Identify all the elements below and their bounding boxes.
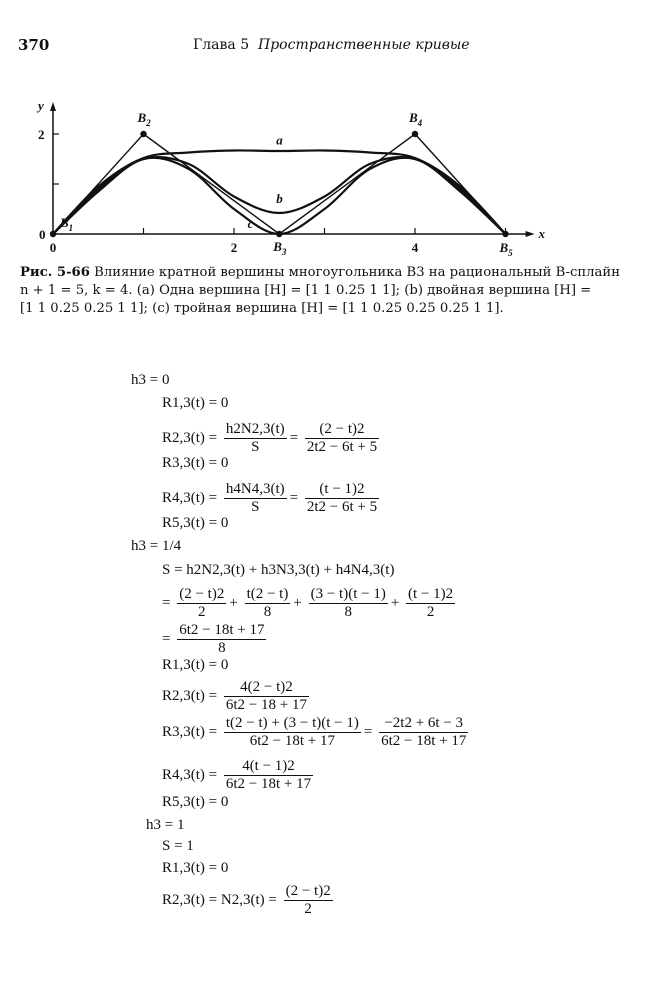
eq-r23-b — [162, 679, 312, 714]
numerator: t(2 − t) — [246, 586, 289, 602]
eq-r43-b — [162, 758, 316, 793]
eq-lhs: R2,3(t) = — [162, 687, 218, 704]
eq-r13-c: R1,3(t) = 0 — [162, 860, 229, 876]
y-axis-arrow — [50, 102, 56, 111]
numerator: (2 − t)2 — [285, 883, 331, 899]
chapter-number: Глава 5 — [193, 37, 250, 53]
x-axis-arrow — [526, 231, 535, 237]
vertex-label-2: $B_2$ — [137, 110, 151, 128]
eq-h3-quarter: h3 = 1/4 — [131, 538, 182, 554]
eq-lhs: R3,3(t) = — [162, 723, 218, 740]
denominator: 6t2 − 18t + 17 — [249, 733, 335, 749]
fraction — [177, 622, 266, 657]
denominator: 2 — [198, 604, 206, 620]
numerator: (t − 1)2 — [305, 481, 379, 499]
x-axis-label: x — [538, 226, 546, 241]
numerator: 6t2 − 18t + 17 — [179, 622, 265, 638]
curve-label-a: a — [276, 132, 283, 148]
numerator: (t − 1)2 — [408, 586, 454, 602]
numerator: 4(2 − t)2 — [224, 679, 309, 697]
denominator: 6t2 − 18t + 17 — [225, 776, 312, 792]
denominator: 6t2 − 18 + 17 — [225, 697, 307, 713]
numerator: (3 − t)(t − 1) — [310, 586, 386, 602]
fraction — [224, 421, 287, 456]
denominator: 8 — [218, 640, 226, 656]
eq-h3-one: h3 = 1 — [146, 817, 185, 833]
denominator: 6t2 − 18t + 17 — [381, 733, 467, 749]
numerator: t(2 − t) + (3 − t)(t − 1) — [225, 715, 359, 731]
x-tick-label: 2 — [230, 240, 238, 255]
x-tick-label: 0 — [49, 240, 57, 255]
fraction — [177, 586, 226, 621]
eq-r43-a: R4,3(t) = $\frac{h4N4,3(t)}{S}$ = $\frac{(t - 1)2}{2t2 - 6t + 5}$ — [162, 481, 378, 515]
fraction — [309, 586, 388, 621]
fraction — [224, 679, 309, 714]
vertex-label-4: $B_4$ — [409, 110, 423, 128]
caption-label: Рис. 5-66 — [20, 265, 90, 280]
numerator: (2 − t)2 — [305, 421, 379, 439]
numerator: h2N2,3(t) — [225, 421, 285, 437]
fraction — [245, 586, 291, 621]
eq-r53-b: R5,3(t) = 0 — [162, 794, 229, 810]
caption-line-1 — [20, 264, 650, 282]
curve-label-b: b — [276, 191, 283, 206]
caption-line-2: n + 1 = 5, k = 4. (а) Одна вершина [H] = [1 1 0.25 1 1]; (b) двойная вершина [H] = — [20, 283, 592, 298]
denominator: 2 — [426, 604, 435, 620]
denominator: 2 — [304, 901, 312, 917]
eq-r33-a: R3,3(t) = 0 — [162, 455, 229, 471]
caption-line-3: [1 1 0.25 0.25 1 1]; (с) тройная вершина [H] = [1 1 0.25 0.25 0.25 1 1]. — [20, 301, 504, 316]
eq-lhs: R4,3(t) = — [162, 766, 218, 783]
denominator: 8 — [263, 604, 272, 620]
y-axis-label: y — [38, 98, 44, 113]
eq-r23-c — [162, 883, 336, 918]
eq-lhs: R2,3(t) = N2,3(t) = — [162, 891, 277, 908]
eq-s-simplified: = $\frac{6t2 - 18t + 17}{8}$ — [162, 622, 265, 656]
vertex-point-4 — [412, 131, 418, 137]
numerator: (2 − t)2 — [179, 586, 225, 602]
eq-s-expanded: = $\frac{(2 - t)2}{2}$ + $\frac{t(2 - t)}{8}$ + $\frac{(3 - t)(t - 1)}{8}$ + $\frac{(t - 1)2}{2}$ — [162, 586, 454, 620]
vertex-label-5: $B_5$ — [499, 240, 513, 258]
fraction — [305, 481, 379, 516]
vertex-label-3: $B_3$ — [273, 239, 287, 257]
y-tick-label: 0 — [39, 227, 46, 242]
x-tick-label: 4 — [411, 240, 419, 255]
numerator: 4(t − 1)2 — [224, 758, 313, 776]
numerator: h4N4,3(t) — [225, 481, 285, 497]
eq-lhs: R2,3(t) = — [162, 429, 218, 446]
chapter-title: Пространственные кривые — [258, 37, 470, 53]
eq-r13-a: R1,3(t) = 0 — [162, 395, 229, 411]
fraction — [224, 481, 287, 516]
fraction — [224, 715, 361, 750]
numerator: −2t2 + 6t − 3 — [379, 715, 468, 733]
eq-r13-b: R1,3(t) = 0 — [162, 657, 229, 673]
fraction — [284, 883, 333, 918]
denominator: 8 — [344, 604, 352, 620]
eq-h3-zero: h3 = 0 — [131, 372, 170, 388]
running-head — [193, 37, 470, 53]
fraction — [224, 758, 313, 793]
vertex-label-1: $B_1$ — [60, 215, 74, 233]
vertex-point-2 — [140, 131, 146, 137]
denominator: S — [251, 499, 260, 515]
denominator: S — [251, 439, 260, 455]
eq-r53-a: R5,3(t) = 0 — [162, 515, 229, 531]
eq-s-sum: S = h2N2,3(t) + h3N3,3(t) + h4N4,3(t) — [162, 562, 395, 578]
figure-caption — [20, 264, 650, 318]
fraction — [406, 586, 455, 621]
curve-label-c: c — [247, 216, 254, 231]
control-polygon — [53, 134, 506, 234]
eq-s-one: S = 1 — [162, 838, 194, 854]
page-number: 370 — [18, 36, 50, 54]
caption-text-1: Влияние кратной вершины многоугольника B3 на рациональный B-сплайн — [94, 265, 620, 280]
eq-lhs: R4,3(t) = — [162, 489, 218, 506]
fraction — [305, 421, 379, 456]
eq-r23-a: R2,3(t) = $\frac{h2N2,3(t)}{S}$ = $\frac{(2 - t)2}{2t2 - 6t + 5}$ — [162, 421, 378, 455]
fraction — [379, 715, 468, 750]
eq-r33-b: R3,3(t) = $\frac{t(2 - t) + (3 - t)(t - 1)}{6t2 - 18t + 17}$ = $\frac{-2t2 + 6t - 3}{6t2 - 18t + 17}$ — [162, 715, 467, 749]
figure-rational-bspline — [0, 70, 666, 260]
denominator: 2t2 − 6t + 5 — [306, 499, 378, 515]
denominator: 2t2 − 6t + 5 — [306, 439, 378, 455]
y-tick-label: 2 — [38, 127, 45, 142]
